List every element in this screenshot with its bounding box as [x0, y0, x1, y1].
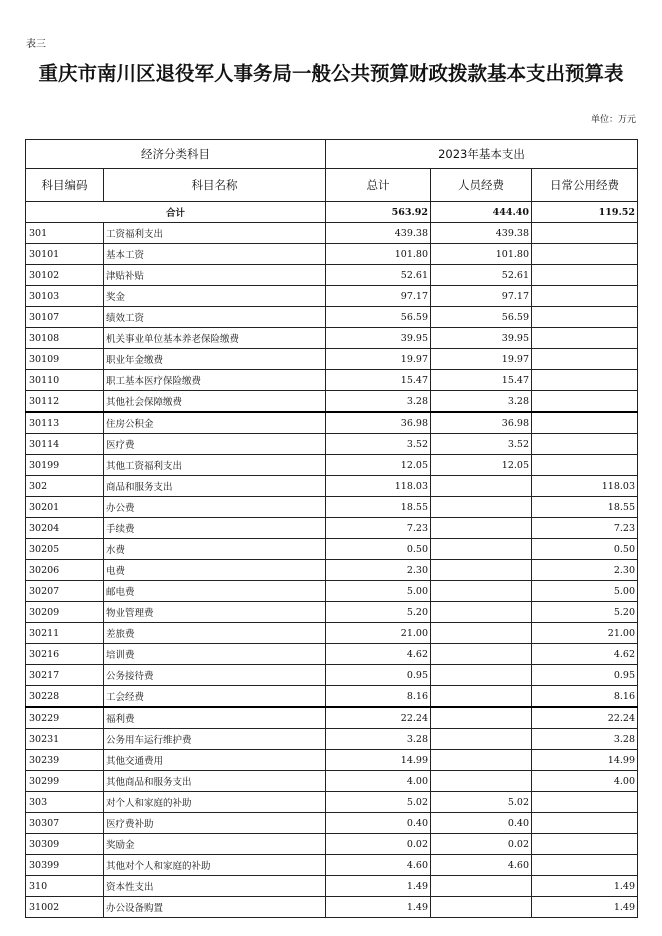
row-total: 0.50 — [326, 539, 431, 560]
table-row — [26, 560, 638, 581]
table-row — [26, 897, 638, 918]
row-personnel — [431, 707, 532, 729]
row-name: 其他对个人和家庭的补助 — [104, 855, 326, 876]
row-total: 52.61 — [326, 265, 431, 286]
row-public: 4.62 — [532, 644, 638, 665]
row-public: 4.00 — [532, 771, 638, 792]
table-row — [26, 855, 638, 876]
table-row — [26, 307, 638, 328]
row-name: 工资福利支出 — [104, 223, 326, 244]
row-total: 3.28 — [326, 391, 431, 413]
row-public: 1.49 — [532, 897, 638, 918]
row-code: 31002 — [26, 897, 104, 918]
total-personnel: 444.40 — [431, 202, 532, 223]
row-code: 303 — [26, 792, 104, 813]
row-personnel: 0.02 — [431, 834, 532, 855]
table-row — [26, 265, 638, 286]
row-total: 4.60 — [326, 855, 431, 876]
row-public — [532, 434, 638, 455]
row-personnel: 19.97 — [431, 349, 532, 370]
row-total: 97.17 — [326, 286, 431, 307]
row-name: 奖金 — [104, 286, 326, 307]
row-name: 津贴补贴 — [104, 265, 326, 286]
row-name: 机关事业单位基本养老保险缴费 — [104, 328, 326, 349]
row-personnel — [431, 581, 532, 602]
row-public: 0.50 — [532, 539, 638, 560]
row-name: 资本性支出 — [104, 876, 326, 897]
row-code: 30217 — [26, 665, 104, 686]
row-personnel: 39.95 — [431, 328, 532, 349]
row-total: 0.40 — [326, 813, 431, 834]
row-code: 30216 — [26, 644, 104, 665]
row-code: 30101 — [26, 244, 104, 265]
row-name: 电费 — [104, 560, 326, 581]
row-total: 118.03 — [326, 476, 431, 497]
row-total: 12.05 — [326, 455, 431, 476]
row-code: 310 — [26, 876, 104, 897]
row-name: 其他社会保障缴费 — [104, 391, 326, 413]
row-name: 公务接待费 — [104, 665, 326, 686]
table-row — [26, 792, 638, 813]
table-row — [26, 286, 638, 307]
table-row — [26, 539, 638, 560]
row-name: 差旅费 — [104, 623, 326, 644]
row-code: 30108 — [26, 328, 104, 349]
row-code: 30112 — [26, 391, 104, 413]
row-personnel: 97.17 — [431, 286, 532, 307]
row-name: 其他工资福利支出 — [104, 455, 326, 476]
row-code: 30228 — [26, 686, 104, 708]
table-row — [26, 349, 638, 370]
header-economic-category: 经济分类科目 — [26, 140, 326, 169]
row-name: 公务用车运行维护费 — [104, 729, 326, 750]
row-code: 30207 — [26, 581, 104, 602]
row-public: 18.55 — [532, 497, 638, 518]
row-name: 邮电费 — [104, 581, 326, 602]
header-code: 科目编码 — [26, 169, 104, 202]
row-total: 19.97 — [326, 349, 431, 370]
table-row — [26, 750, 638, 771]
row-personnel: 5.02 — [431, 792, 532, 813]
row-code: 30211 — [26, 623, 104, 644]
row-public — [532, 855, 638, 876]
row-personnel: 36.98 — [431, 412, 532, 434]
row-code: 30229 — [26, 707, 104, 729]
row-personnel: 101.80 — [431, 244, 532, 265]
row-name: 办公费 — [104, 497, 326, 518]
row-total: 14.99 — [326, 750, 431, 771]
row-public — [532, 349, 638, 370]
table-row — [26, 370, 638, 391]
table-row — [26, 876, 638, 897]
row-public — [532, 265, 638, 286]
row-name: 办公设备购置 — [104, 897, 326, 918]
row-total: 0.02 — [326, 834, 431, 855]
row-public: 3.28 — [532, 729, 638, 750]
row-total: 439.38 — [326, 223, 431, 244]
row-public: 118.03 — [532, 476, 638, 497]
row-name: 其他交通费用 — [104, 750, 326, 771]
row-personnel — [431, 497, 532, 518]
row-personnel — [431, 560, 532, 581]
row-name: 对个人和家庭的补助 — [104, 792, 326, 813]
table-row — [26, 476, 638, 497]
row-code: 30102 — [26, 265, 104, 286]
row-code: 30199 — [26, 455, 104, 476]
row-name: 福利费 — [104, 707, 326, 729]
row-personnel — [431, 750, 532, 771]
row-total: 15.47 — [326, 370, 431, 391]
table-row — [26, 328, 638, 349]
row-code: 30103 — [26, 286, 104, 307]
row-public — [532, 328, 638, 349]
header-row — [26, 169, 638, 202]
row-total: 39.95 — [326, 328, 431, 349]
row-name: 绩效工资 — [104, 307, 326, 328]
row-personnel — [431, 897, 532, 918]
table-row — [26, 707, 638, 729]
row-name: 职工基本医疗保险缴费 — [104, 370, 326, 391]
row-total: 22.24 — [326, 707, 431, 729]
budget-table — [25, 139, 638, 918]
row-public — [532, 391, 638, 413]
page-title: 重庆市南川区退役军人事务局一般公共预算财政拨款基本支出预算表 — [38, 62, 624, 85]
row-personnel — [431, 771, 532, 792]
header-total: 总计 — [326, 169, 431, 202]
row-total: 7.23 — [326, 518, 431, 539]
table-row — [26, 729, 638, 750]
row-code: 30299 — [26, 771, 104, 792]
table-row — [26, 602, 638, 623]
total-total: 563.92 — [326, 202, 431, 223]
row-public: 21.00 — [532, 623, 638, 644]
row-total: 36.98 — [326, 412, 431, 434]
table-row — [26, 644, 638, 665]
row-total: 5.00 — [326, 581, 431, 602]
header-personnel: 人员经费 — [431, 169, 532, 202]
row-public: 14.99 — [532, 750, 638, 771]
table-row — [26, 391, 638, 413]
header-basic-expenditure: 2023年基本支出 — [326, 140, 638, 169]
total-public: 119.52 — [532, 202, 638, 223]
table-row — [26, 223, 638, 244]
row-code: 30109 — [26, 349, 104, 370]
row-personnel: 52.61 — [431, 265, 532, 286]
row-code: 30209 — [26, 602, 104, 623]
table-row — [26, 497, 638, 518]
unit-label: 单位：万元 — [590, 115, 636, 125]
row-public — [532, 455, 638, 476]
table-row — [26, 771, 638, 792]
row-total: 4.00 — [326, 771, 431, 792]
row-total: 4.62 — [326, 644, 431, 665]
row-public — [532, 223, 638, 244]
row-total: 5.20 — [326, 602, 431, 623]
row-code: 30201 — [26, 497, 104, 518]
row-personnel: 3.28 — [431, 391, 532, 413]
table-row — [26, 244, 638, 265]
row-personnel: 15.47 — [431, 370, 532, 391]
row-personnel: 439.38 — [431, 223, 532, 244]
row-public: 5.00 — [532, 581, 638, 602]
row-public — [532, 412, 638, 434]
row-total: 56.59 — [326, 307, 431, 328]
row-code: 301 — [26, 223, 104, 244]
row-public — [532, 834, 638, 855]
row-name: 基本工资 — [104, 244, 326, 265]
row-personnel — [431, 539, 532, 560]
row-personnel: 0.40 — [431, 813, 532, 834]
table-row — [26, 834, 638, 855]
row-code: 30309 — [26, 834, 104, 855]
row-personnel: 3.52 — [431, 434, 532, 455]
row-name: 培训费 — [104, 644, 326, 665]
table-row — [26, 412, 638, 434]
row-code: 30231 — [26, 729, 104, 750]
table-row — [26, 686, 638, 708]
row-name: 职业年金缴费 — [104, 349, 326, 370]
row-total: 8.16 — [326, 686, 431, 708]
header-group-row — [26, 140, 638, 169]
row-total: 18.55 — [326, 497, 431, 518]
row-name: 奖励金 — [104, 834, 326, 855]
table-row — [26, 434, 638, 455]
row-total: 21.00 — [326, 623, 431, 644]
row-total: 2.30 — [326, 560, 431, 581]
row-total: 1.49 — [326, 897, 431, 918]
row-code: 30204 — [26, 518, 104, 539]
row-code: 30206 — [26, 560, 104, 581]
row-public — [532, 307, 638, 328]
row-code: 30107 — [26, 307, 104, 328]
row-name: 手续费 — [104, 518, 326, 539]
table-row — [26, 623, 638, 644]
row-code: 30110 — [26, 370, 104, 391]
row-code: 30205 — [26, 539, 104, 560]
row-personnel — [431, 665, 532, 686]
row-personnel — [431, 644, 532, 665]
row-total: 3.52 — [326, 434, 431, 455]
row-public: 2.30 — [532, 560, 638, 581]
row-name: 医疗费补助 — [104, 813, 326, 834]
row-total: 1.49 — [326, 876, 431, 897]
total-row — [26, 202, 638, 223]
table-row — [26, 813, 638, 834]
row-public: 0.95 — [532, 665, 638, 686]
table-number: 表三 — [26, 39, 46, 50]
row-personnel — [431, 518, 532, 539]
row-public: 22.24 — [532, 707, 638, 729]
table-row — [26, 455, 638, 476]
row-public: 1.49 — [532, 876, 638, 897]
row-total: 3.28 — [326, 729, 431, 750]
row-total: 101.80 — [326, 244, 431, 265]
table-row — [26, 581, 638, 602]
row-code: 30399 — [26, 855, 104, 876]
row-public: 8.16 — [532, 686, 638, 708]
header-name: 科目名称 — [104, 169, 326, 202]
row-public — [532, 370, 638, 391]
row-name: 商品和服务支出 — [104, 476, 326, 497]
row-public — [532, 286, 638, 307]
row-name: 住房公积金 — [104, 412, 326, 434]
total-label: 合计 — [26, 202, 326, 223]
row-public: 5.20 — [532, 602, 638, 623]
row-personnel — [431, 729, 532, 750]
table-row — [26, 665, 638, 686]
row-code: 30307 — [26, 813, 104, 834]
row-personnel — [431, 623, 532, 644]
row-public — [532, 244, 638, 265]
table-row — [26, 518, 638, 539]
row-code: 30113 — [26, 412, 104, 434]
row-personnel — [431, 876, 532, 897]
row-personnel: 56.59 — [431, 307, 532, 328]
row-name: 工会经费 — [104, 686, 326, 708]
row-personnel — [431, 686, 532, 708]
row-code: 30239 — [26, 750, 104, 771]
header-public: 日常公用经费 — [532, 169, 638, 202]
row-personnel: 12.05 — [431, 455, 532, 476]
row-name: 医疗费 — [104, 434, 326, 455]
row-personnel — [431, 476, 532, 497]
row-name: 物业管理费 — [104, 602, 326, 623]
row-name: 水费 — [104, 539, 326, 560]
row-personnel: 4.60 — [431, 855, 532, 876]
row-public — [532, 813, 638, 834]
row-public: 7.23 — [532, 518, 638, 539]
row-personnel — [431, 602, 532, 623]
row-total: 5.02 — [326, 792, 431, 813]
row-code: 302 — [26, 476, 104, 497]
row-public — [532, 792, 638, 813]
row-code: 30114 — [26, 434, 104, 455]
row-total: 0.95 — [326, 665, 431, 686]
row-name: 其他商品和服务支出 — [104, 771, 326, 792]
